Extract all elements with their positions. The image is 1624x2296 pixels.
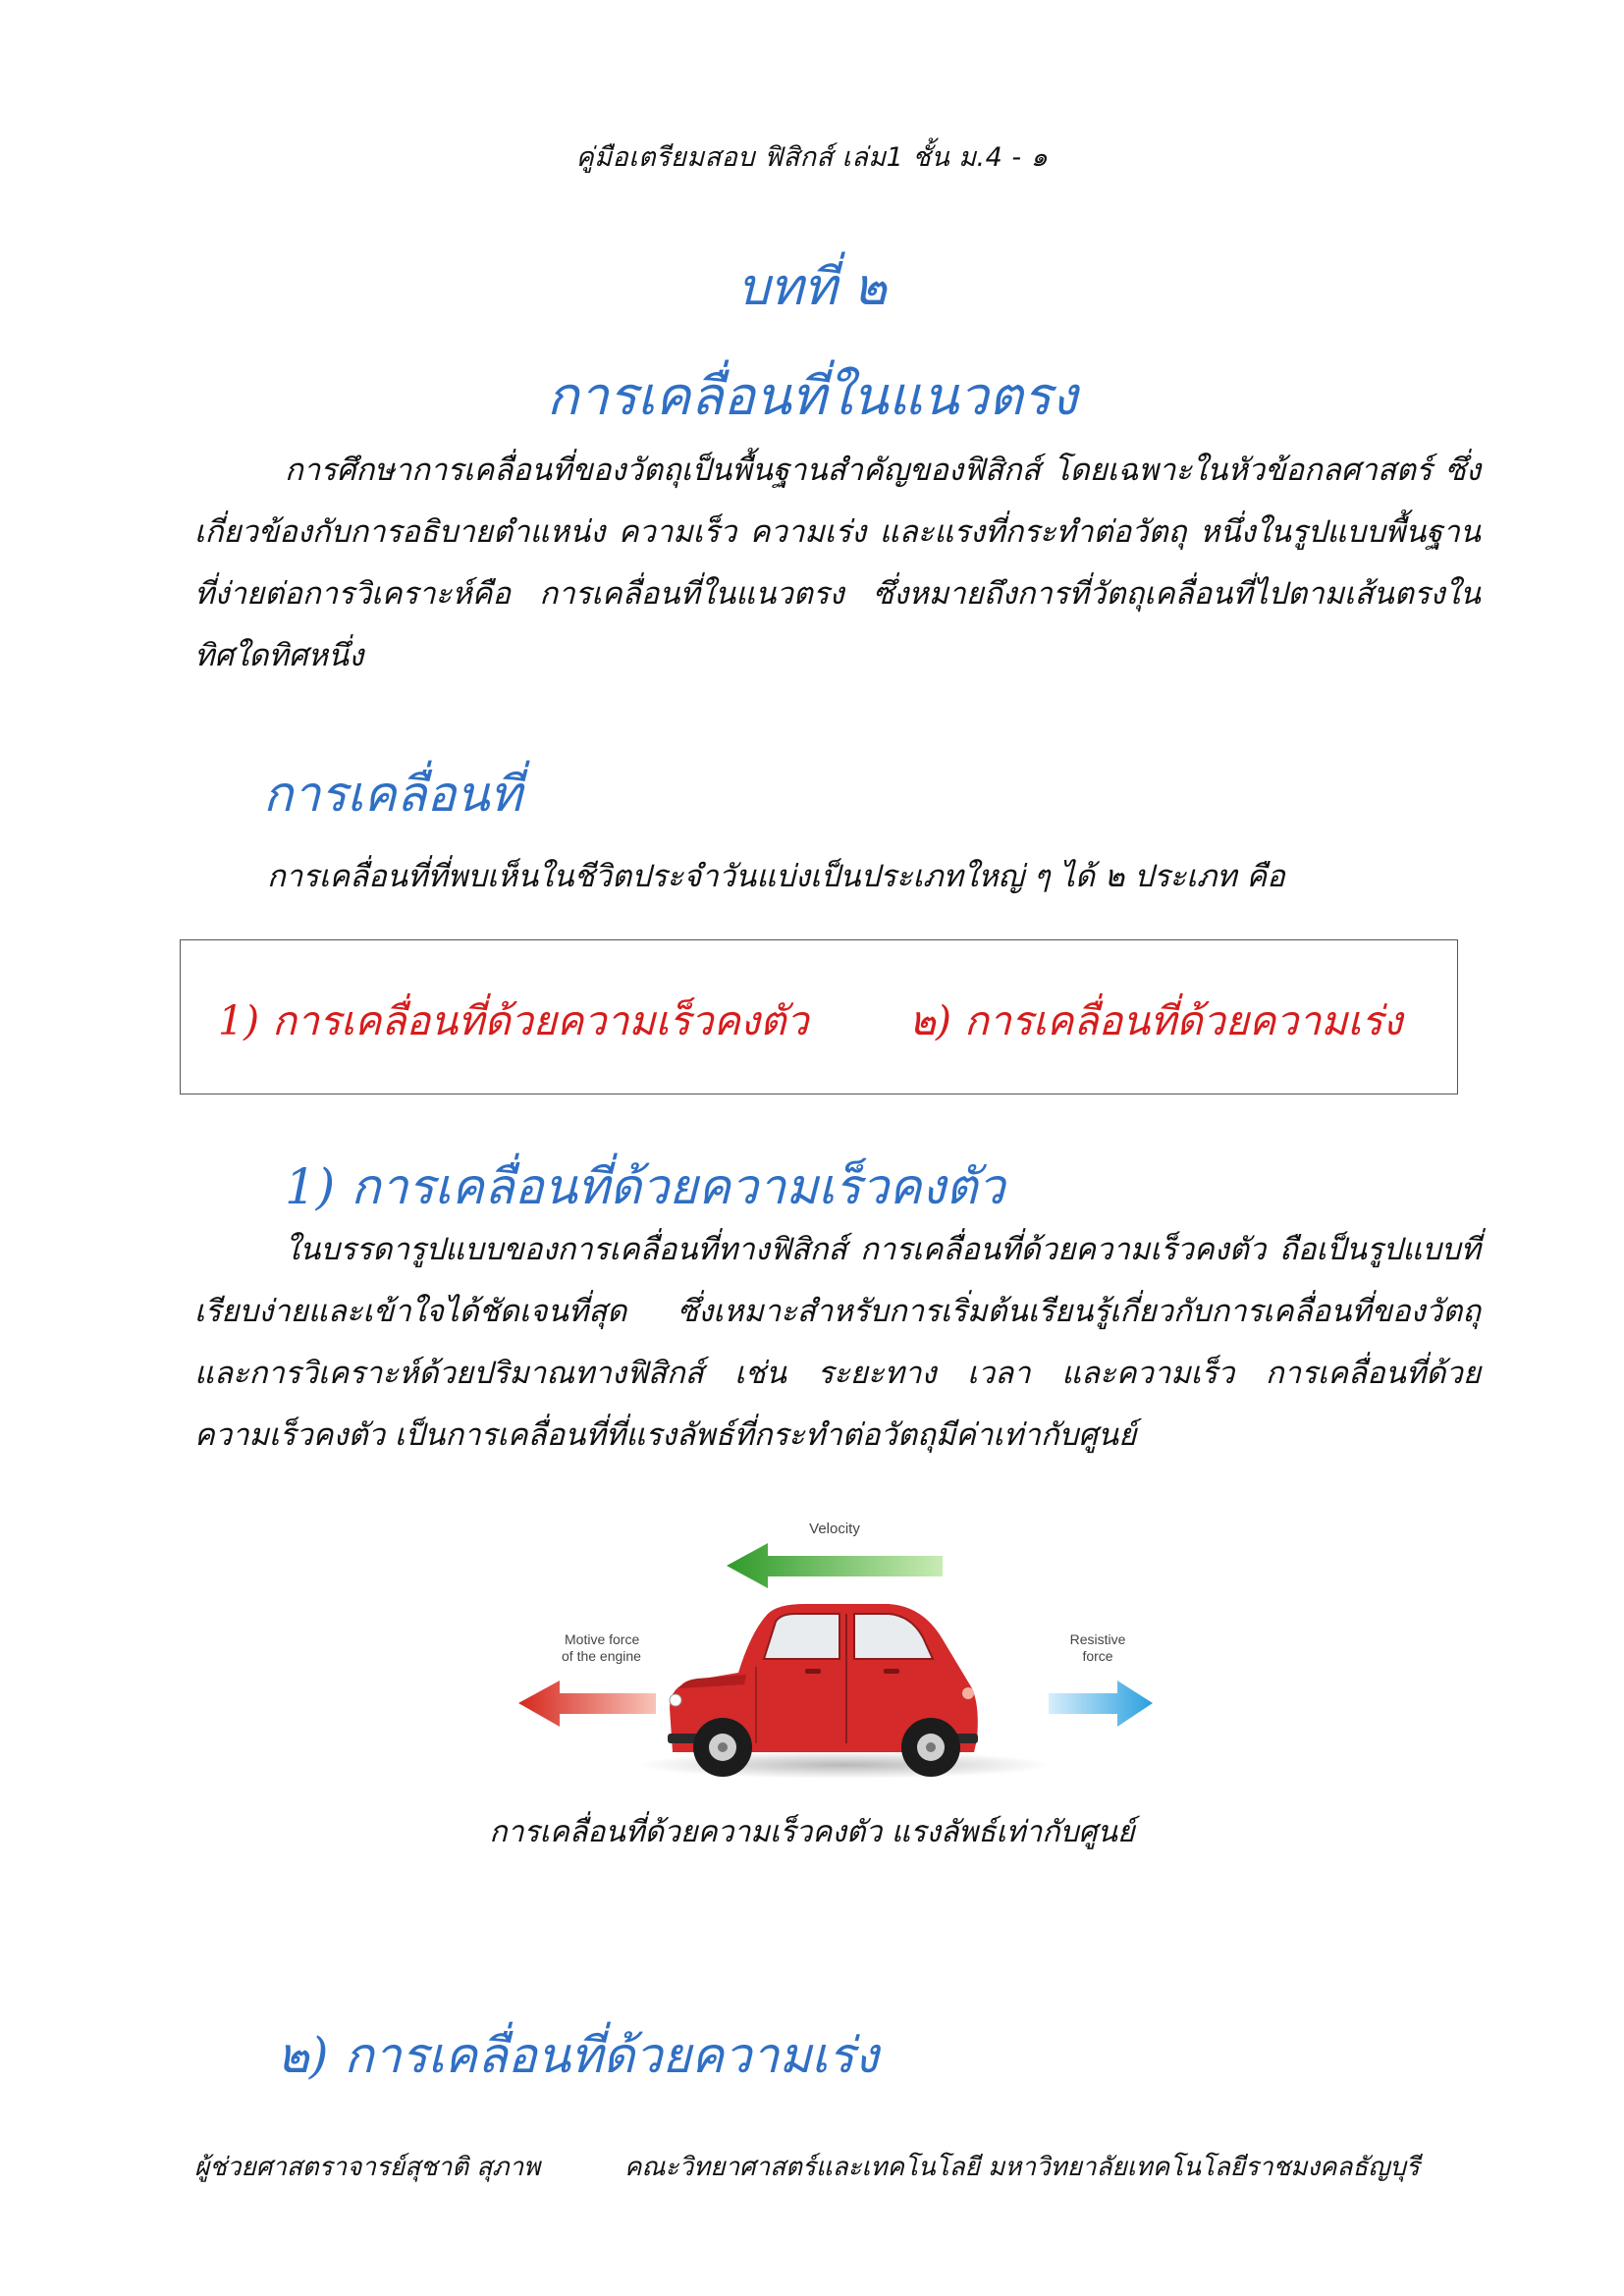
constant-velocity-paragraph: ในบรรดารูปแบบของการเคลื่อนที่ทางฟิสิกส์ การเคลื่อนที่ด้วยความเร็วคงตัว ถือเป็นรูปแบบที่เรียบง่ายและเข้าใจได้ชัดเจนที่สุด ซึ่งเหมาะสำหรับการเริ่มต้นเรียนรู้เกี่ยวกับการเคลื่อนที่ของวัตถุและการวิเคราะห์ด้วยปริมาณทางฟิสิกส์ เช่น ระยะทาง เวลา และความเร็ว การเคลื่อนที่ด้วยความเร็วคงตัว เป็นการเคลื่อนที่ที่แรงลัพธ์ที่กระทำต่อวัตถุมีค่าเท่ากับศูนย์	[194, 1232, 1481, 1453]
resistive-force-label-line2: force	[1082, 1648, 1113, 1664]
motion-type-acceleration: ๒) การเคลื่อนที่ด้วยความเร่ง	[909, 997, 1403, 1044]
resistive-force-arrow	[1049, 1681, 1153, 1727]
motion-types-box	[180, 939, 1458, 1095]
motive-force-label-line2: of the engine	[562, 1648, 641, 1664]
footer-affiliation: คณะวิทยาศาสตร์และเทคโนโลยี มหาวิทยาลัยเทคโนโลยีราชมงคลธัญบุรี	[624, 2153, 1420, 2182]
chapter-title: การเคลื่อนที่ในแนวตรง	[546, 365, 1078, 427]
velocity-label: Velocity	[809, 1521, 860, 1537]
velocity-arrow	[727, 1543, 943, 1588]
motion-types-text: การเคลื่อนที่ที่พบเห็นในชีวิตประจำวันแบ่งเป็นประเภทใหญ่ ๆ ได้ ๒ ประเภท คือ	[267, 859, 1285, 894]
front-wheel	[901, 1718, 960, 1777]
resistive-force-label-line1: Resistive	[1069, 1631, 1126, 1647]
figure-caption: การเคลื่อนที่ด้วยความเร็วคงตัว แรงลัพธ์เท่ากับศูนย์	[489, 1815, 1135, 1849]
intro-paragraph: การศึกษาการเคลื่อนที่ของวัตถุเป็นพื้นฐานสำคัญของฟิสิกส์ โดยเฉพาะในหัวข้อกลศาสตร์ ซึ่งเกี่ยวข้องกับการอธิบายตำแหน่ง ความเร็ว ความเร่ง และแรงที่กระทำต่อวัตถุ หนึ่งในรูปแบบพื้นฐานที่ง่ายต่อการวิเคราะห์คือ การเคลื่อนที่ในแนวตรง ซึ่งหมายถึงการที่วัตถุเคลื่อนที่ไปตามเส้นตรงในทิศใดทิศหนึ่ง	[194, 453, 1481, 673]
chapter-number: บทที่ ๒	[736, 258, 888, 317]
footer-author: ผู้ช่วยศาสตราจารย์สุชาติ สุภาพ	[194, 2153, 541, 2182]
car-forces-illustration	[511, 1512, 1159, 1796]
motive-force-arrow	[518, 1681, 656, 1727]
motion-type-constant-velocity: 1) การเคลื่อนที่ด้วยความเร็วคงตัว	[218, 997, 809, 1044]
section-heading-constant-velocity: 1) การเคลื่อนที่ด้วยความเร็วคงตัว	[285, 1158, 1005, 1215]
section-heading-acceleration: ๒) การเคลื่อนที่ด้วยความเร่ง	[277, 2027, 879, 2084]
rear-wheel	[693, 1718, 752, 1777]
motive-force-label-line1: Motive force	[565, 1631, 640, 1647]
section-heading-motion: การเคลื่อนที่	[263, 766, 522, 823]
car-forces-figure	[511, 1512, 1159, 1796]
running-header: คู่มือเตรียมสอบ ฟิสิกส์ เล่ม1 ชั้น ม.4 - ๑	[575, 142, 1049, 173]
